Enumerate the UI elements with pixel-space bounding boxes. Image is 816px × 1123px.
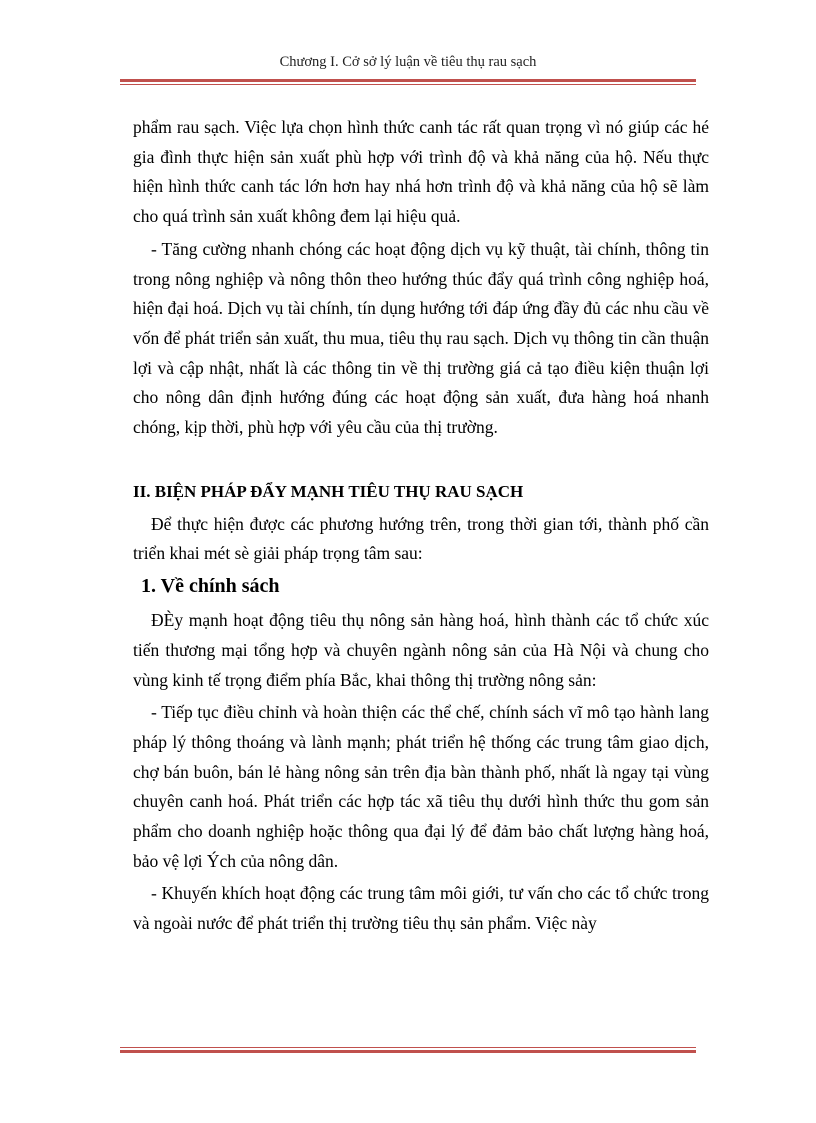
page-header-title: Chương I. Cở sở lý luận về tiêu thụ rau sạch [279,54,537,70]
paragraph-5: - Tiếp tục điều chỉnh và hoàn thiện các thể chế, chính sách vĩ mô tạo hành lang pháp lý thông thoáng và lành mạnh; phát triển hệ thống các trung tâm giao dịch, chợ bán buôn, bán lẻ hàng nông sản trên địa bàn thành phố, nhất là ngay tại vùng chuyên canh hoá. Phát triển các hợp tác xã tiêu thụ dưới hình thức thu gom sản phẩm cho doanh nghiệp hoặc thông qua đại lý để đảm bảo chất lượng hàng hoá, bảo vệ lợi Ých của nông dân. [133,702,709,871]
document-body [133,113,709,939]
paragraph-4: ĐÈy mạnh hoạt động tiêu thụ nông sản hàng hoá, hình thành các tổ chức xúc tiến thương mại tổng hợp và chuyên ngành nông sản của Hà Nội và chung cho vùng kinh tế trọng điểm phía Bắc, khai thông thị trường nông sản: [133,610,709,690]
subsection-heading: 1. Về chính sách [141,575,280,598]
footer-rule [120,1047,696,1053]
paragraph-6: - Khuyến khích hoạt động các trung tâm môi giới, tư vấn cho các tổ chức trong và ngoài nước để phát triển thị trường tiêu thụ sản phẩm. Việc này [133,883,709,934]
header-rule-thin-line [120,84,696,85]
footer-rule-thick-line [120,1050,696,1053]
paragraph-3: Để thực hiện được các phương hướng trên, trong thời gian tới, thành phố cần triển khai mét sè giải pháp trọng tâm sau: [133,513,709,564]
footer-rule-thin-line [120,1047,696,1048]
paragraph-2: - Tăng cường nhanh chóng các hoạt động dịch vụ kỹ thuật, tài chính, thông tin trong nông nghiệp và nông thôn theo hướng thúc đẩy quá trình công nghiệp hoá, hiện đại hoá. Dịch vụ tài chính, tín dụng hướng tới đáp ứng đầy đủ các nhu cầu về vốn để phát triển sản xuất, thu mua, tiêu thụ rau sạch. Dịch vụ thông tin cần thuận lợi và cập nhật, nhất là các thông tin về thị trường giá cả tạo điều kiện thuận lợi cho nông dân định hướng đúng các hoạt động sản xuất, đưa hàng hoá nhanh chóng, kịp thời, phù hợp với yêu cầu của thị trường. [133,238,709,438]
header-rule-thick-line [120,79,696,82]
paragraph-1: phẩm rau sạch. Việc lựa chọn hình thức canh tác rất quan trọng vì nó giúp các hé gia đình thực hiện sản xuất phù hợp với trình độ và khả năng của hộ. Nếu thực hiện hình thức canh tác lớn hơn hay nhá hơn trình độ và khả năng của hộ sẽ làm cho quá trình sản xuất không đem lại hiệu quả. [133,117,709,227]
section-heading: II. BIỆN PHÁP ĐẨY MẠNH TIÊU THỤ RAU SẠCH [133,481,524,501]
header-rule [120,79,696,85]
